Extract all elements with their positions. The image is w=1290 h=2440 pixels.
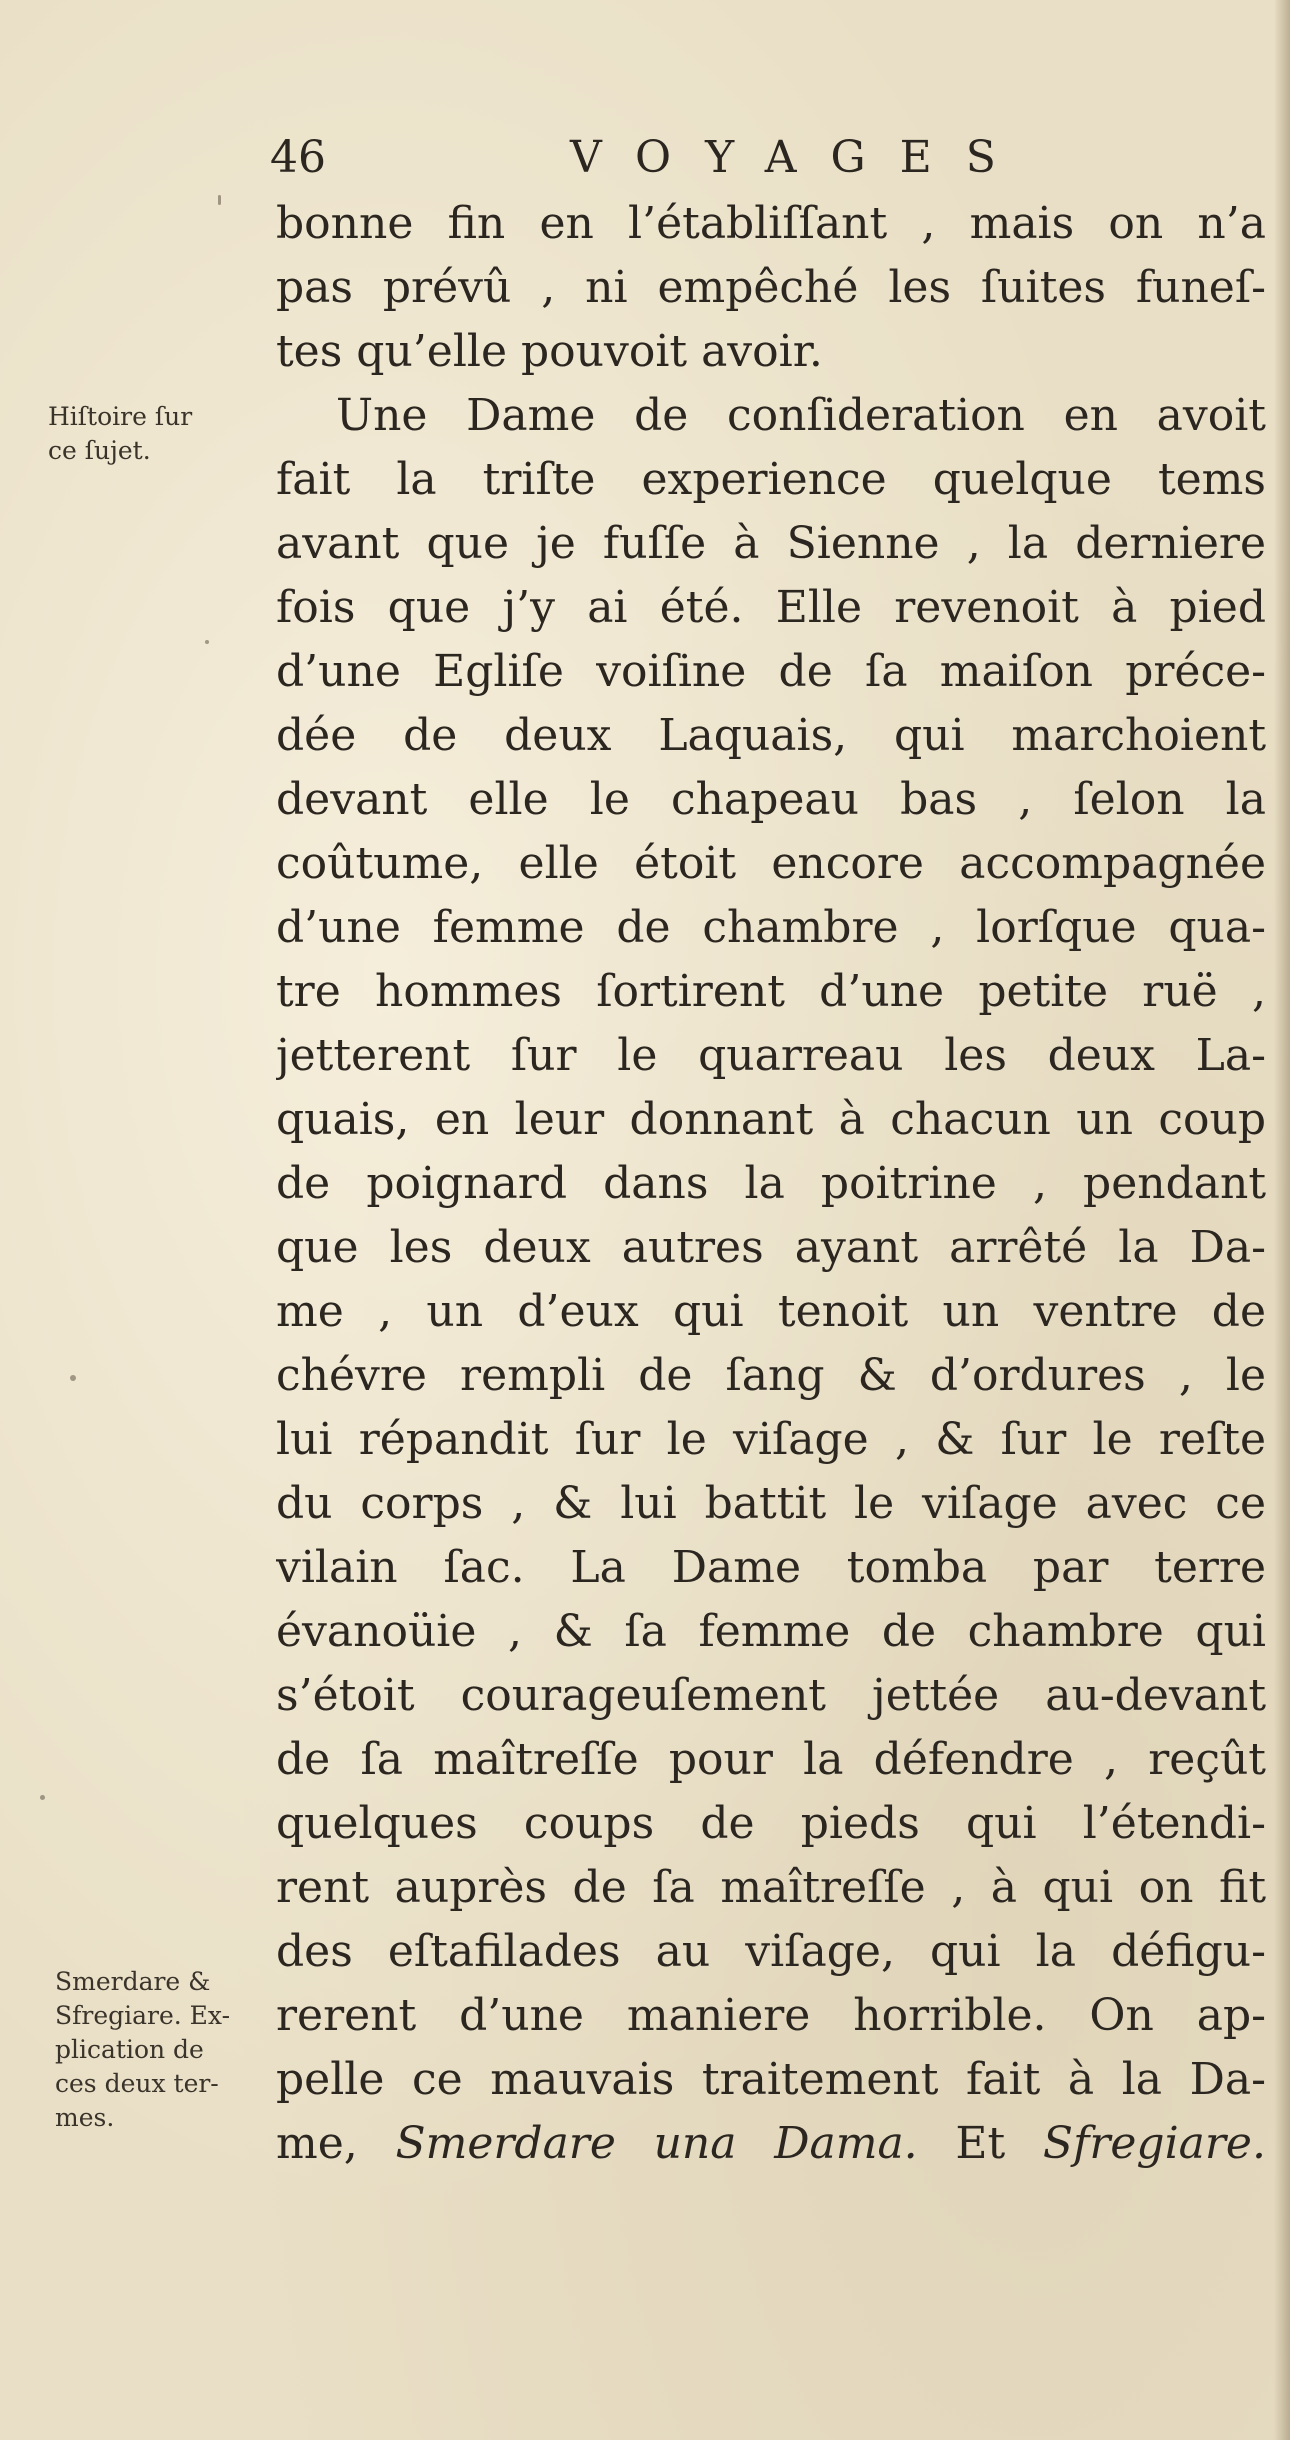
body-text bbox=[276, 192, 1266, 2176]
text-line: rent auprès de ſa maîtreſſe , à qui on fit bbox=[276, 1862, 1266, 1913]
last-line-lead: me, bbox=[276, 2118, 358, 2169]
ink-speck bbox=[40, 1795, 45, 1800]
page-edge-shadow bbox=[1274, 0, 1290, 2440]
text-line: fois que j’y ai été. Elle revenoit à pied bbox=[276, 582, 1266, 633]
margin-note-line: ces deux ter- bbox=[55, 2069, 219, 2098]
ink-speck bbox=[70, 1375, 76, 1381]
text-line: d’une Egliſe voiſine de ſa maiſon préce- bbox=[276, 646, 1266, 697]
text-line: coûtume, elle étoit encore accompagnée bbox=[276, 838, 1266, 889]
text-line: vilain ſac. La Dame tomba par terre bbox=[276, 1542, 1266, 1593]
text-line: que les deux autres ayant arrêté la Da- bbox=[276, 1222, 1266, 1273]
text-line-last bbox=[276, 2112, 1266, 2176]
running-title: VOYAGES bbox=[570, 132, 1030, 183]
text-line: pas prévû , ni empêché les ſuites funeſ- bbox=[276, 262, 1266, 313]
margin-note-smerdare bbox=[55, 1965, 283, 2135]
margin-note-line: ce ſujet. bbox=[48, 436, 151, 465]
text-line: avant que je fuſſe à Sienne , la derniere bbox=[276, 518, 1266, 569]
margin-note-line: Smerdare & bbox=[55, 1967, 211, 1996]
text-line: rerent d’une maniere horrible. On ap- bbox=[276, 1990, 1266, 2041]
text-line: quais, en leur donnant à chacun un coup bbox=[276, 1094, 1266, 1145]
text-line: d’une femme de chambre , lorſque qua- bbox=[276, 902, 1266, 953]
margin-note-line: Hiſtoire ſur bbox=[48, 402, 193, 431]
text-line: tes qu’elle pouvoit avoir. bbox=[276, 326, 823, 377]
margin-note-line: Sfregiare. Ex- bbox=[55, 2001, 231, 2030]
text-line: des eſtafilades au viſage, qui la défigu- bbox=[276, 1926, 1266, 1977]
text-line: me , un d’eux qui tenoit un ventre de bbox=[276, 1286, 1266, 1337]
last-line-middle: Et bbox=[955, 2118, 1006, 2169]
term-sfregiare: Sfregiare. bbox=[1042, 2118, 1266, 2169]
margin-note-line: plication de bbox=[55, 2035, 204, 2064]
ink-speck bbox=[218, 195, 221, 205]
page-number: 46 bbox=[270, 132, 326, 183]
text-line: du corps , & lui battit le viſage avec ce bbox=[276, 1478, 1266, 1529]
margin-note-line: mes. bbox=[55, 2103, 115, 2132]
ink-speck bbox=[205, 640, 209, 644]
text-line: tre hommes ſortirent d’une petite ruë , bbox=[276, 966, 1266, 1017]
text-line: évanoüie , & ſa femme de chambre qui bbox=[276, 1606, 1266, 1657]
text-line: chévre rempli de ſang & d’ordures , le bbox=[276, 1350, 1266, 1401]
text-line: bonne fin en l’établiſſant , mais on n’a bbox=[276, 198, 1266, 249]
text-line: fait la triſte experience quelque tems bbox=[276, 454, 1266, 505]
text-line: lui répandit ſur le viſage , & ſur le reſte bbox=[276, 1414, 1266, 1465]
page-header bbox=[270, 128, 1030, 188]
text-line: Une Dame de conſideration en avoit bbox=[336, 390, 1266, 441]
text-line: quelques coups de pieds qui l’étendi- bbox=[276, 1798, 1266, 1849]
text-line: devant elle le chapeau bas , ſelon la bbox=[276, 774, 1266, 825]
margin-note-histoire bbox=[48, 400, 276, 468]
text-line: de ſa maîtreſſe pour la défendre , reçût bbox=[276, 1734, 1266, 1785]
text-line: s’étoit courageuſement jettée au-devant bbox=[276, 1670, 1266, 1721]
text-line: dée de deux Laquais, qui marchoient bbox=[276, 710, 1266, 761]
term-smerdare: Smerdare una Dama. bbox=[395, 2118, 918, 2169]
text-line: de poignard dans la poitrine , pendant bbox=[276, 1158, 1266, 1209]
text-line: pelle ce mauvais traitement fait à la Da- bbox=[276, 2054, 1266, 2105]
text-line: jetterent ſur le quarreau les deux La- bbox=[276, 1030, 1266, 1081]
